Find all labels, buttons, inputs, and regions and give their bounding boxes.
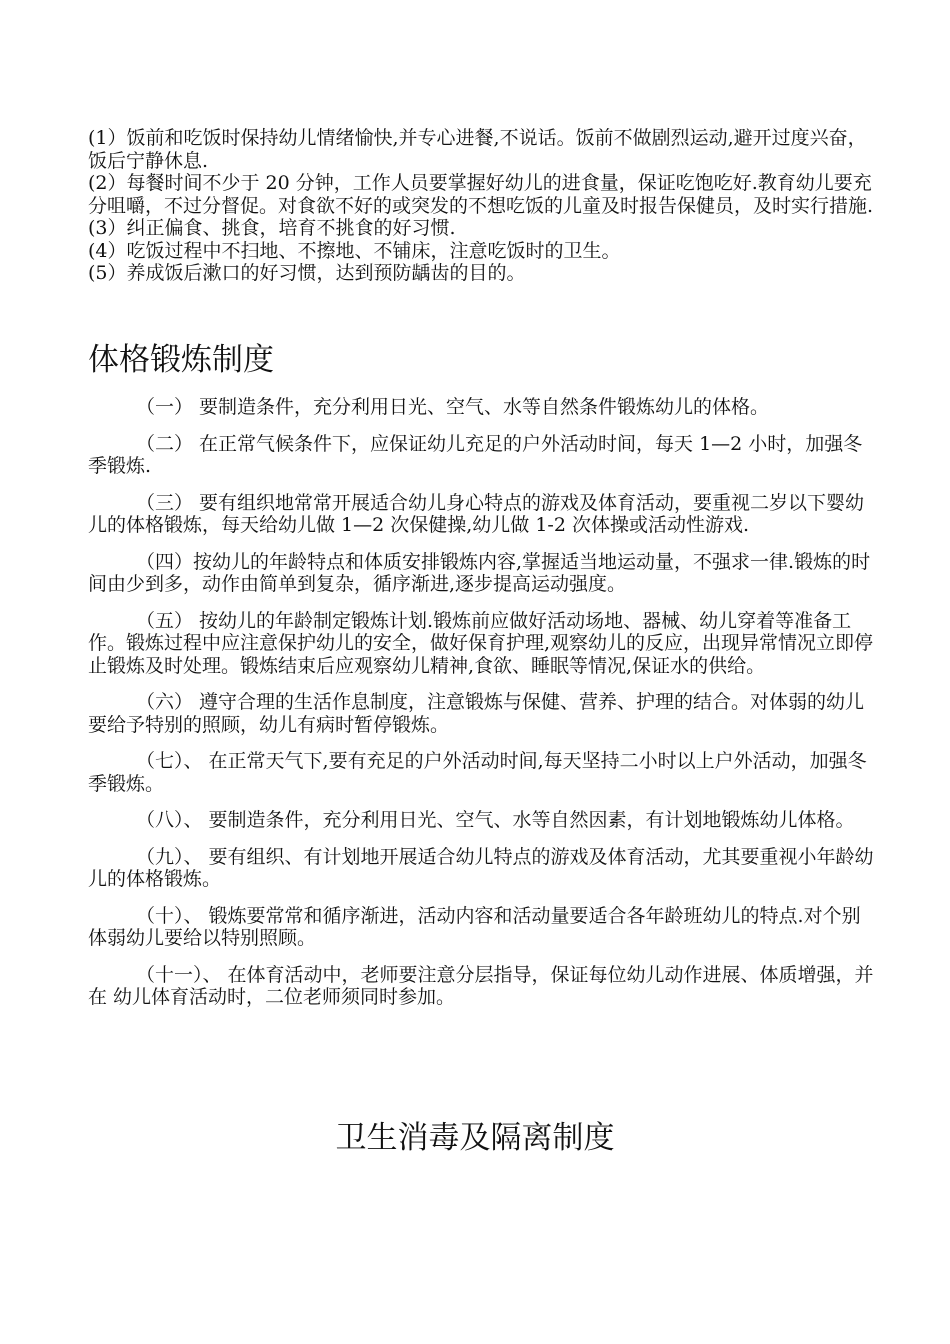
meal-rule-item: (5）养成饭后漱口的好习惯，达到预防龋齿的目的。 (88, 262, 526, 284)
meal-rule-item: (2）每餐时间不少于 20 分钟，工作人员要掌握好幼儿的进食量，保证吃饱吃好.教育幼儿要充分咀嚼，不过分督促。对食欲不好的或突发的不想吃饭的儿童及时报告保健员，及时实行措施. (88, 172, 874, 217)
meal-rule-item: (1）饭前和吃饭时保持幼儿情绪愉快,并专心进餐,不说话。饭前不做剧烈运动,避开过度兴奋，饭后宁静休息. (88, 127, 867, 172)
exercise-rule-paragraph: （十）、 锻炼要常常和循序渐进，活动内容和活动量要适合各年龄班幼儿的特点.对个别体弱幼儿要给以特别照顾。 (88, 904, 861, 949)
exercise-rule-paragraph: （五） 按幼儿的年龄制定锻炼计划.锻炼前应做好活动场地、器械、幼儿穿着等准备工作。锻炼过程中应注意保护幼儿的安全，做好保育护理,观察幼儿的反应，出现异常情况立即停止锻炼及时处理。锻炼结束后应观察幼儿精神,食欲、睡眠等情况,保证水的供给。 (88, 609, 874, 677)
exercise-rule-paragraph: （四）按幼儿的年龄特点和体质安排锻炼内容,掌握适当地运动量，不强求一律.锻炼的时间由少到多，动作由简单到复杂，循序渐进,逐步提高运动强度。 (88, 550, 871, 595)
exercise-rule-paragraph: （七）、 在正常天气下,要有充足的户外活动时间,每天坚持二小时以上户外活动，加强冬季锻炼。 (88, 750, 867, 795)
meal-rules-list (88, 127, 878, 285)
exercise-rule-paragraph: （六） 遵守合理的生活作息制度，注意锻炼与保健、营养、护理的结合。对体弱的幼儿要给予特别的照顾，幼儿有病时暂停锻炼。 (88, 691, 865, 736)
exercise-rule-paragraph: （二） 在正常气候条件下，应保证幼儿充足的户外活动时间，每天 1—2 小时，加强冬季锻炼. (88, 432, 863, 477)
section-title-physical-exercise: 体格锻炼制度 (88, 342, 274, 378)
exercise-rule-paragraph: （九）、 要有组织、有计划地开展适合幼儿特点的游戏及体育活动，尤其要重视小年龄幼儿的体格锻炼。 (88, 845, 874, 890)
exercise-rule-paragraph: （三） 要有组织地常常开展适合幼儿身心特点的游戏及体育活动，要重视二岁以下婴幼儿的体格锻炼，每天给幼儿做 1—2 次保健操,幼儿做 1-2 次体操或活动性游戏. (88, 491, 865, 536)
meal-rule-item: (3）纠正偏食、挑食，培育不挑食的好习惯. (88, 217, 456, 239)
physical-exercise-rules (88, 396, 878, 1023)
meal-rule-item: (4）吃饭过程中不扫地、不擦地、不铺床，注意吃饭时的卫生。 (88, 239, 621, 262)
exercise-rule-paragraph: （一） 要制造条件，充分利用日光、空气、水等自然条件锻炼幼儿的体格。 (136, 396, 770, 418)
exercise-rule-paragraph: （八）、 要制造条件，充分利用日光、空气、水等自然因素，有计划地锻炼幼儿体格。 (136, 809, 855, 831)
section-title-hygiene-disinfection: 卫生消毒及隔离制度 (335, 1120, 615, 1156)
exercise-rule-paragraph: （十一）、 在体育活动中，老师要注意分层指导，保证每位幼儿动作进展、体质增强，并在 幼儿体育活动时，二位老师须同时参加。 (88, 963, 874, 1008)
